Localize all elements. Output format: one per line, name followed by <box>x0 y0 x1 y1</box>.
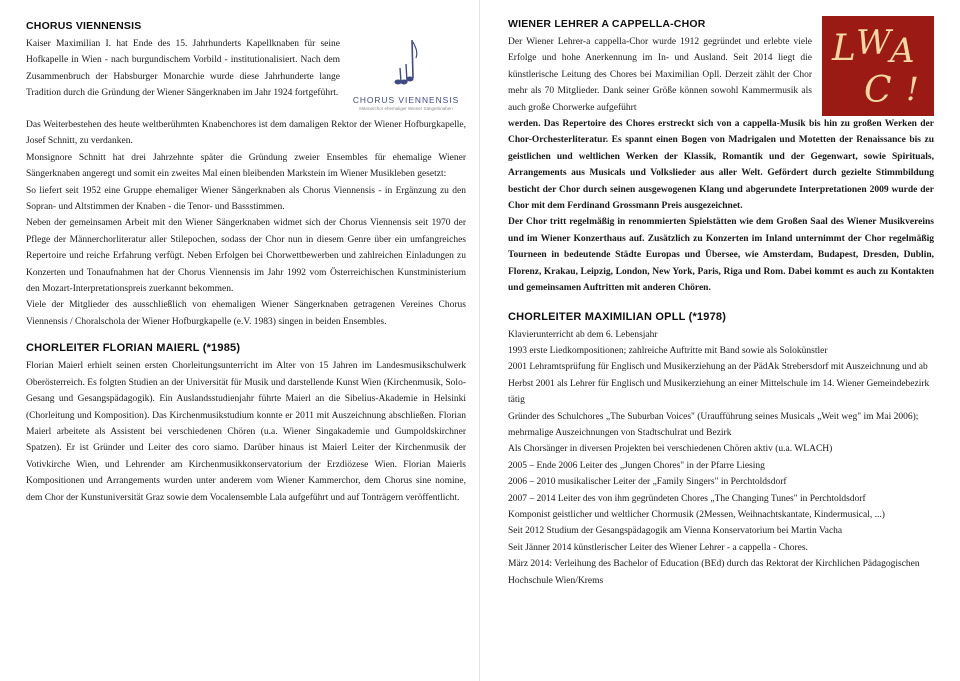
opll-bio-list <box>508 327 934 590</box>
wlac-paragraph-2: Der Chor tritt regelmäßig in renommierten Spielstätten wie dem Großen Saal des Wiener Musikvereins und im Wiener Konzerthaus auf. Zusätzlich zu Konzerten im Inland unternimmt der Chor regelmäßig Tourneen in bedeutende Städte Europas und Übersee, wie Amsterdam, Budapest, Dresden, Dublin, Florenz, Krakau, Leipzig, London, New York, Paris, Riga und Rom. Dabei kommt es auch zu Kontakten und gemeinsamen Auftritten mit anderen Chören. <box>508 217 934 294</box>
logo-letter-a: A <box>890 31 915 71</box>
wlac-intro-paragraph: Der Wiener Lehrer-a cappella-Chor wurde 1912 gegründet und erlebte viele Erfolge und hohe Anerkennung im In- und Ausland. Seit 2014 liegt die künstlerische Leitung des Chores bei Maximilian Opll. Derzeit zählt der Chor mehr als 70 Mitglieder. Dank seiner Größe können sowohl Kammermusik als auch große Chorwerke aufgeführt <box>508 37 812 113</box>
logo-exclamation: ! <box>906 70 919 108</box>
paragraph-4: Neben der gemeinsamen Arbeit mit den Wiener Sängerknaben widmet sich der Chorus Viennensis seit 1970 der Pflege der Männerchorliteratur aller Stilepochen, sodass der Chor nun in diesem Genre über ein umfangreiches Repertoire und reiche Erfahrung verfügt. Neben Erfolgen bei Chorwettbewerben und zahlreichen Einladungen zu Konzerten und Tonaufnahmen hat der Chorus Viennensis im Jahr 1992 vom Österreichischen Kunstministerium den Mozart-Interpretationspreis zuerkannt bekommen. <box>26 218 466 295</box>
wlac-monogram-icon <box>826 20 930 112</box>
cv-logo-icon <box>382 38 430 88</box>
bio-item: März 2014: Verleihung des Bachelor of Education (BEd) durch das Rektorat der Kirchlichen Pädagogischen Hochschule Wien/Krems <box>508 559 920 586</box>
bio-item: 2001 Lehramtsprüfung für Englisch und Musikerziehung an der PädAk Strebersdorf mit Auszeichnung und ab Herbst 2001 als Lehrer für Englisch und Musikerziehung an einer Mittelschule im 14. Wiener Gemeindebezirk tätig <box>508 362 930 406</box>
wlac-intro <box>508 18 934 116</box>
chorus-viennensis-heading: CHORUS VIENNENSIS <box>26 20 142 32</box>
bio-item: 2005 – Ende 2006 Leiter des „Jungen Chores" in der Pfarre Liesing <box>508 460 765 471</box>
bio-item: Klavierunterricht ab dem 6. Lebensjahr <box>508 329 658 340</box>
chorus-viennensis-intro <box>26 36 466 111</box>
bio-item: 2007 – 2014 Leiter des von ihm gegründeten Chores „The Changing Tunes" in Perchtoldsdorf <box>508 493 866 504</box>
cv-logo-tagline: Männerchor ehemaliger Wiener Sängerknaben <box>359 106 453 111</box>
chorus-viennensis-logo <box>346 36 466 111</box>
bio-item: Als Chorsänger in diversen Projekten bei verschiedenen Chören aktiv (u.a. WLACH) <box>508 444 833 455</box>
paragraph-3: So liefert seit 1952 eine Gruppe ehemaliger Wiener Sängerknaben als Chorus Viennensis - in Ergänzung zu den Sopran- und Altstimmen der Knaben - die Tenor- und Bassstimmen. <box>26 185 466 213</box>
bio-item: 1993 erste Liedkompositionen; zahlreiche Auftritte mit Band sowie als Solokünstler <box>508 345 828 356</box>
maximilian-opll-heading: CHORLEITER MAXIMILIAN OPLL (*1978) <box>508 310 727 323</box>
wlac-heading: WIENER LEHRER A CAPPELLA-CHOR <box>508 18 706 30</box>
logo-letter-c: C <box>864 70 892 111</box>
wlac-logo <box>822 16 934 116</box>
bio-item: 2006 – 2010 musikalischer Leiter der „Family Singers" in Perchtoldsdorf <box>508 477 787 488</box>
bio-item: Komponist geistlicher und weltlicher Chormusik (2Messen, Weihnachtskantate, Kindermusical, ...) <box>508 509 885 520</box>
paragraph-5: Viele der Mitglieder des ausschließlich von ehemaligen Wiener Sängerknaben getragenen Vereines Chorus Viennensis / Choralschola der Wiener Hofburgkapelle (e.V. 1983) singen in beiden Ensembles. <box>26 300 466 327</box>
logo-letter-w: W <box>856 23 891 63</box>
right-page <box>480 0 960 681</box>
bio-item: Seit Jänner 2014 künstlerischer Leiter des Wiener Lehrer - a cappella - Chores. <box>508 542 808 553</box>
paragraph-1: Das Weiterbestehen des heute weltberühmten Knabenchores ist dem damaligen Rektor der Wiener Hofburgkapelle, Josef Schnitt, zu verdanken. <box>26 120 466 147</box>
logo-letter-l: L <box>832 28 856 69</box>
paragraph-2: Monsignore Schnitt hat drei Jahrzehnte später die Gründung zweier Ensembles für ehemalige Wiener Sängerknaben angeregt und somit ein zweites Mal einen bleibenden Markstein im Wiener Musikleben gesetzt: <box>26 152 466 180</box>
florian-maierl-heading: CHORLEITER FLORIAN MAIERL (*1985) <box>26 342 241 355</box>
florian-maierl-bio: Florian Maierl erhielt seinen ersten Chorleitungsunterricht im Alter von 15 Jahren im Landesmusikschulwerk Oberösterreich. Es folgten Studien an der Universität für Musik und darstellende Kunst Wien (Kirchenmusik, Solo-Gesang und Gesangspädagogik). Ein Auslandsstudienjahr führte Maierl an die Sibelius-Akademie in Helsinki (Chorleitung und Komposition). Das Kirchenmusikstudium konnte er 2011 mit Auszeichnung abschließen. Florian Maierl arbeitete als Assistent bei verschiedenen Chören (u.a. Wiener Singakademie und Gumpoldskirchner Spatzen). Er ist Gründer und Leiter des coro siamo. Darüber hinaus ist Maierl Leiter der Kirchenmusik der Votivkirche Wien, und Lehrender am Kirchenmusikkonservatorium der Erzdiözese Wien. Florian Maierls Kompositionen und Arrangements wurden unter anderem vom Wiener Kammerchor, dem Chorus sine nomine, dem Chor der Kunstuniversität Graz sowie dem Vocalensemble Lala aufgeführt und auf Tonträgern veröffentlicht. <box>26 361 466 503</box>
cv-logo-name: CHORUS VIENNENSIS <box>352 95 460 105</box>
intro-paragraph: Kaiser Maximilian I. hat Ende des 15. Jahrhunderts Kapellknaben für seine Hofkapelle in Wien - nach burgundischem Vorbild - institutionalisiert. Nach dem Zusammenbruch der Habsburger Monarchie wurde diese Jahrhunderte lange Tradition durch die Gründung der Wiener Sängerknaben im Jahr 1924 fortgeführt. <box>26 39 340 99</box>
bio-item: Seit 2012 Studium der Gesangspädagogik am Vienna Konservatorium bei Martin Vacha <box>508 526 843 537</box>
wlac-paragraph-1: werden. Das Repertoire des Chores erstreckt sich von a cappella-Musik bis hin zu großen Werken der Chor-Orchesterliteratur. Es spannt einen Bogen von Madrigalen und Motetten der Renaissance bis zu geistlichen und weltlichen Werken der Klassik, Romantik und der Gegenwart, sowie Spirituals, Arrangements aus Musicals und Volkslieder aus aller Welt. Gefördert durch gezielte Stimmbildung besticht der Chor durch seinen ausgewogenen Klang und abgerundete Interpretationen 2009 wurde der Chor mit dem Ferdinand Grossmann Preis ausgezeichnet. <box>508 119 934 212</box>
bio-item: Gründer des Schulchores „The Suburban Voices" (Uraufführung seines Musicals „Weit weg" im Mai 2006); mehrmalige Auszeichnungen von Stadtschulrat und Bezirk <box>508 411 919 438</box>
